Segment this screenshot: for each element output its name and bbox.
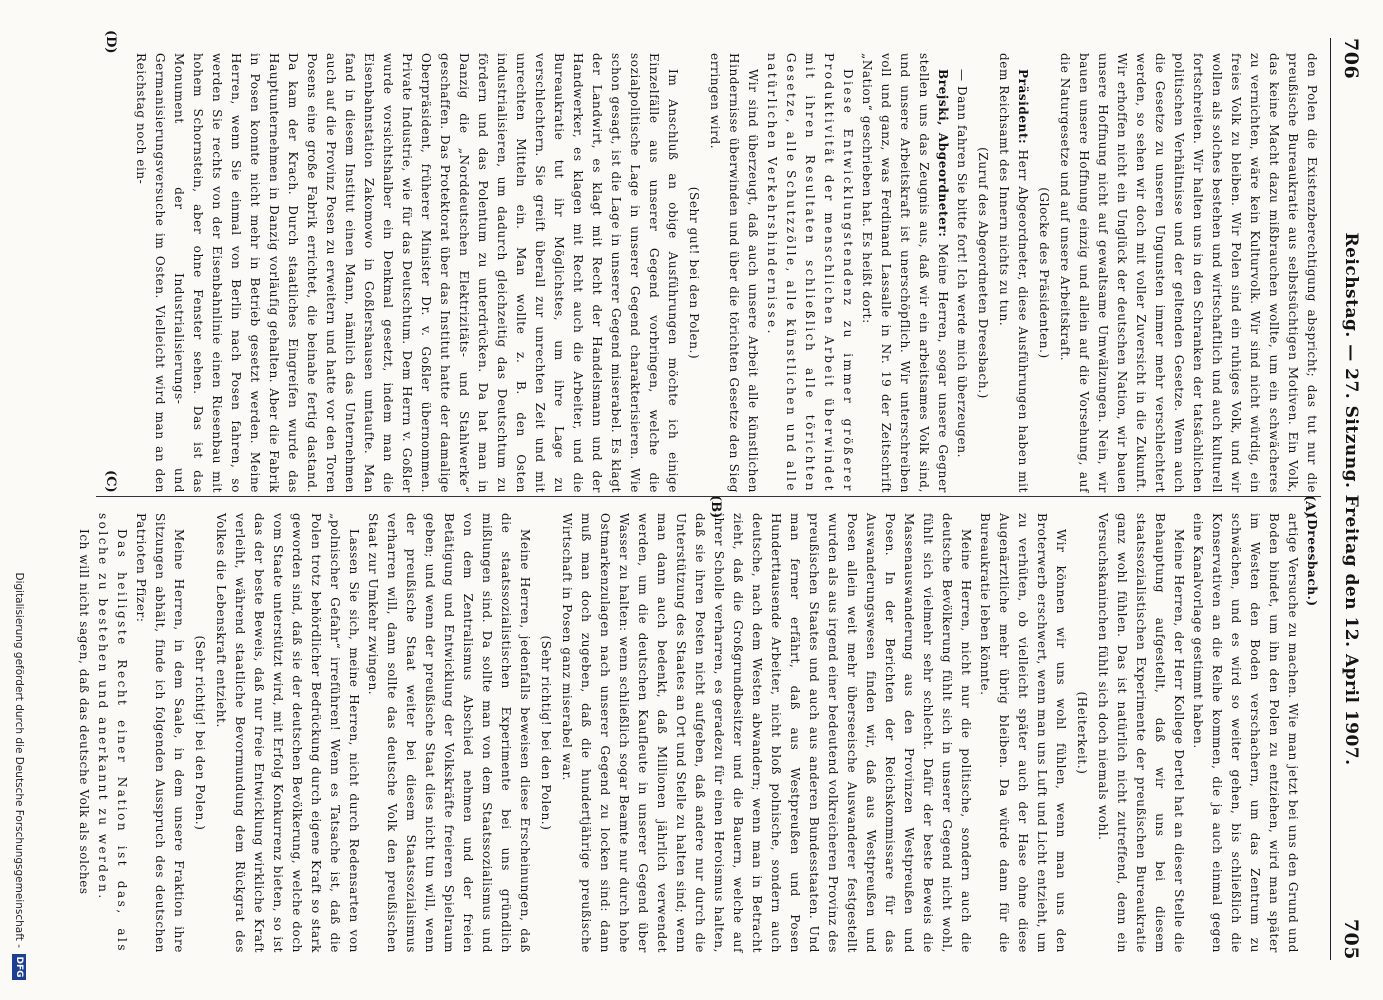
interjection: (Glocke des Präsidenten.) <box>1037 187 1051 359</box>
paragraph: Meine Herren, jedenfalls beweisen diese Erscheinungen, daß die staatssozialistischen Experimente bei uns gründlich mißlungen sind. Da sollte man von dem Staatssozialismus und von dem Zentralismus Abschied nehmen und der freien Betätigung und Entwicklung der Volkskräfte freieren Spielraum geben; und wenn der preußische Staat dies nicht tun will, wenn der preußische Staat weiter bei diesem Staatssozialismus verharren will, dann sollte das deutsche Volk den preußischen Staat zur Umkehr zwingen. <box>366 513 532 953</box>
dfg-logo: DFG <box>12 954 26 980</box>
paragraph: Meine Herren, der Herr Kollege Dertel hat an dieser Stelle die Behauptung aufgestellt, daß wir uns bei diesem staatssozialistischen Experimente der preußischen Bureaukratie ganz wohl fühlen. Das ist natürlich nicht zutreffend, denn ein Versuchskaninchen fühlt sich doch niemals wohl. <box>1096 513 1186 953</box>
margin-mark-c: (C) <box>103 470 118 493</box>
paragraph: Meine Herren, sogar unsere Gegner stellen uns das Zeugnis aus, daß wir ein arbeitsames Volk sind, und unsere Arbeitskraft ist unerschöpflich. Wir unterschreiben voll und ganz, was Ferdinand Lassalle in Nr. 19 der Zeitschrift „Nation“ geschrieben hat. Es heißt dort: <box>860 53 950 494</box>
paragraph: Lassen Sie sich, meine Herren, nicht durch Redensarten von „polnischer Gefahr“ irreführen! Wenn es Tatsache ist, daß die Polen trotz behördlicher Bedrückung durch eigene Kraft so stark geworden sind, daß sie der deutschen Bevölkerung, welche doch vom Staate unterstützt wird, mit Erfolg Konkurrenz bieten, so ist das der beste Beweis, daß nur freie Entwicklung wirkliche Kraft verleiht, während staatliche Bevormundung dem Rückgrat des Volkes die Lebenskraft entzieht. <box>214 513 361 953</box>
margin-mark-a: (A) <box>1302 495 1317 518</box>
page-number-right: 705 <box>1340 918 1362 960</box>
paragraph: den Polen die Existenzberechtigung abspricht; das tut nur die preußische Bureaukratie aus selbstsüchtigen Motiven. Ein Volk, das keine Macht dazu mißbrauchen wollte, um ein schwächeres zu vernichten, wäre kein Kulturvolk. Wir sind nicht würdig, ein freies Volk zu bleiben. Wir Polen sind ein ruhiges Volk, und wir wollen als solches bestehen und wirtschaftlich und auch kulturell fortschreiten. Wir halten uns in den Schranken der tatsächlichen politischen Verhältnisse und der geltenden Gesetze. Wenn auch die Gesetze zu unseren Ungunsten immer mehr verschlechtert werden, so sehen wir doch mit voller Zuversicht in die Zukunft. Wir erhoffen nicht ein Unglück der deutschen Nation, wir bauen unsere Hoffnung nicht auf gewaltsame Umwälzungen. Nein, wir bauen unsere Hoffnung einzig und allein auf die Vorsehung, auf die Naturgesetze und auf unsere Arbeitskraft. <box>1058 53 1319 493</box>
running-title: Reichstag. — 27. Sitzung. Freitag den 12. April 1907. <box>1341 232 1361 766</box>
paragraph: artige Versuche zu machen. Wie man jetzt bei uns den Grund und Boden bindet, um ihn den Polen zu entziehen, wird man später im Westen den Boden verschachern, um das Zentrum zu schwächen, und es wird so weiter gehen, bis schließlich die Konservativen an die Reihe kommen, die ja auch einmal gegen eine Kanalvorlage gestimmt haben. <box>1191 513 1300 953</box>
paragraph: Meine Herren, nicht nur die politische, sondern auch die deutsche Bevölkerung fühlt sich in unserer Gegend nicht wohl, fühlt sich vielmehr sehr schlecht. Dafür der beste Beweis die Massenauswanderung aus den Provinzen Westpreußen und Posen. In der Berichten der Reichskommissare für das Auswanderungswesen finden wir, daß aus Westpreußen und Posen allein weit mehr überseeische Auswanderer festgestellt wurden als aus irgend einer bedeutend volkreicheren Provinz des preußischen Staates und auch aus anderen Bundesstaaten. Und man ferner erfährt, daß aus Westpreußen und Posen Hunderttausende Arbeiter, nicht bloß polnische, sondern auch deutsche, nach dem Westen abwandern; wenn man in Betracht zieht, daß die Großgrundbesitzer und die Bauern, welche auf ihrer Scholle verharren, es geradezu für einen Heroismus halten, daß sie ihren Posten nicht aufgeben, daß andere nur durch die Unterstützung des Staates an Ort und Stelle zu halten sind; wenn man dann auch bedenkt, daß Millionen jährlich verwendet werden, um die deutschen Kaufleute in unserer Gegend über Wasser zu halten: wenn schließlich sogar Beamte nur durch hohe Ostmarkenzulagen nach unserer Gegend zu locken sind: dann muß man doch zugeben, daß die hundertjährige preußische Wirtschaft in Posen ganz miserabel war. <box>560 513 973 953</box>
paragraph: — Dann fahren Sie bitte fort! Ich werde mich überzeugen. <box>955 69 969 458</box>
quotation: Diese Entwicklungstendenz zu immer größerer Produktivität der menschlichen Arbeit überwindet mit ihren Resultaten schließlich alle törichten Gesetze, alle Schutzzölle, alle künstlichen und alle natürlichen Verkehrshindernisse. <box>765 53 855 493</box>
credit-text: Digitalisierung gefördert durch die Deutsche Forschungsgemeinschaft - <box>13 572 25 948</box>
digitization-credit <box>8 0 30 1000</box>
column-separator <box>96 496 1321 497</box>
paragraph: Ich will nicht sagen, daß das deutsche Volk als solches <box>77 529 91 895</box>
paragraph: Meine Herren, in dem Saale, in dem unsere Fraktion ihre Sitzungen abhält, finde ich folgenden Ausspruch des deutschen Patrioten Pfizer: <box>134 513 186 953</box>
margin-mark-b: (B) <box>708 495 723 519</box>
speaker-brejski: Brejski, Abgeordneter: <box>936 69 950 238</box>
paragraph: Wir können wir uns wohl fühlen, wenn man uns den Broterwerb erschwert, wenn man uns Luft und Licht entzieht, um zu verhüten, ob vielleicht später auch der Hase ohne diese Augenärztliche mehr übrig bleiben. Da würde dann für die Bureaukratie leben könnte. <box>978 513 1068 953</box>
running-header <box>1334 38 1368 960</box>
paragraph: Im Anschluß an obige Ausführungen möchte ich einige Einzelfälle aus unserer Gegend vorbringen, welche die sozialpolitische Lage in unserer Gegend charakterisieren. Wie schon gesagt, ist die Lage in unserer Gegend miserabel. Es klagt der Landwirt, es klagt mit Recht der Handelsmann und der Handwerker, es klagen mit Recht auch die Arbeiter, und die Bureaukratie tut ihr Möglichstes, um ihre Lage zu verschlechtern. Sie greift überall zur unrechten Zeit und mit unrechten Mitteln ein. Man wollte z. B. den Osten industrialisieren, um dadurch gleichzeitig das Deutschtum zu fördern und das Polentum zu unterdrücken. Da hat man in Danzig die „Norddeutschen Elektrizitäts- und Stahlwerke“ geschaffen. Das Protektorat über das Institut hatte der damalige Oberpräsident, früherer Minister Dr. v. Goßler übernommen. Private Industrie, wie für das Deutschtum. Dem Herrn v. Goßler wurde vorsichtshalber ein Denkmal gesetzt, indem man die Eisenbahnstation Zakomowo in Goßlershausen umtaufte. Man fand in diesem Institut einen Mann, nämlich das Unternehmen auch auf die Provinz Posen zu erweitern und hatte vor den Toren Posens eine große Fabrik errichtet, die beinahe fertig dastand. Da kam der Krach. Durch staatliches Eingreifen wurde das Hauptunternehmen in Danzig vorläufig gehalten. Aber die Fabrik in Posen konnte nicht mehr in Betrieb gesetzt werden. Meine Herren, wenn Sie einmal von Berlin nach Posen fahren, so werden Sie rechts von der Eisenbahnlinie einen Riesenbau mit hohem Schornstein, aber ohne Fenster sehen. Das ist das Monument der Industrialisierungs- und Germanisierungsversuche im Osten. Vielleicht wird man an den Reichstag noch ein- <box>134 53 680 493</box>
speaker-heading: (Dreesbach.) <box>1305 513 1319 607</box>
paragraph: Herr Abgeordneter, diese Ausführungen haben mit dem Reichsamt des Innern nichts zu tun. <box>997 53 1030 494</box>
page-number-left: 706 <box>1340 38 1362 80</box>
column-right <box>96 53 1321 493</box>
interjection: (Heiterkeit.) <box>1075 691 1089 775</box>
interjection: (Zuruf des Abgeordneten Dreesbach.) <box>976 147 990 399</box>
interjection: (Sehr gut! bei den Polen.) <box>687 186 701 360</box>
margin-mark-d: (D) <box>103 30 118 54</box>
quotation: Das heiligste Recht einer Nation ist das, als solche zu bestehen und anerkannt zu werden. <box>96 513 129 953</box>
header-rule <box>1330 38 1331 960</box>
paragraph: Wir sind überzeugt, daß auch unsere Arbeit alle künstlichen Hindernisse überwinden und über die törichten Gesetze den Sieg erringen wird. <box>708 53 760 493</box>
interjection: (Sehr richtig! bei den Polen.) <box>539 635 553 831</box>
column-left <box>77 513 1321 953</box>
interjection: (Sehr richtig! bei den Polen.) <box>193 635 207 831</box>
speaker-president: Präsident: <box>1016 69 1030 145</box>
